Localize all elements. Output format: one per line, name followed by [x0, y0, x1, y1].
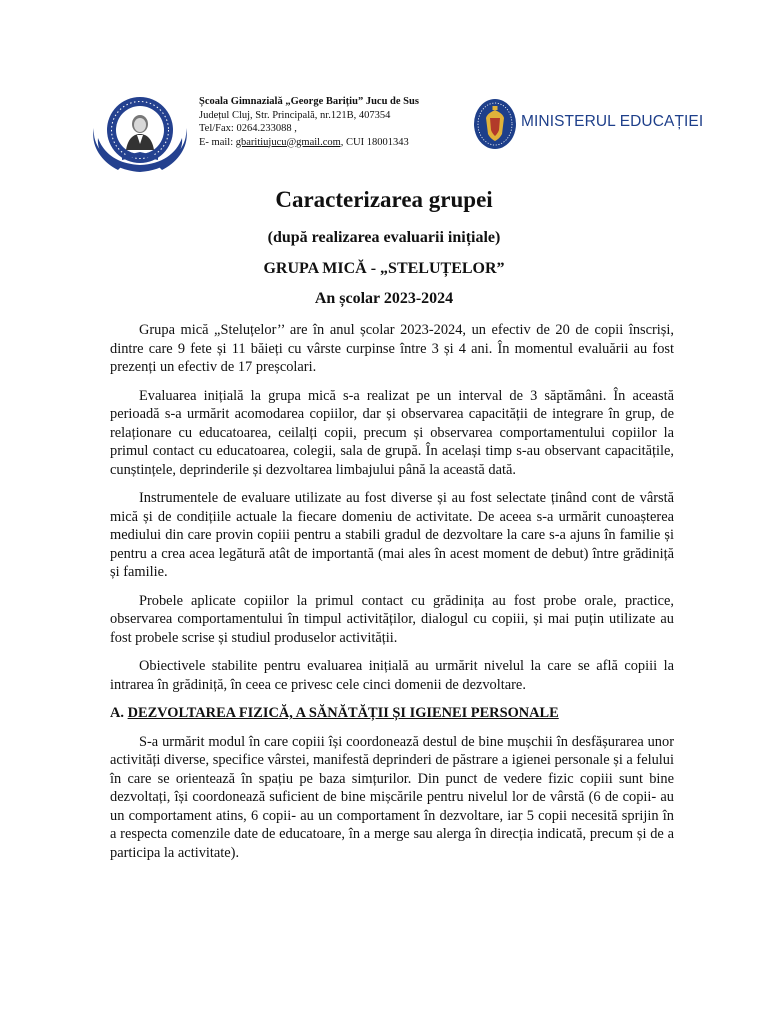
school-email-line [199, 136, 419, 150]
paragraph: Instrumentele de evaluare utilizate au fost diverse și au fost selectate ținând cont de vârstă mică și de condițiile actuale la fiecare domeniu de activitate. De aceea s-a urmărit cunoașterea mediului din care provin copiii pentru a stabili gradul de dezvoltare la care s-a ajuns în familie și pentru a crea acea legătură atât de importantă (mai ales în acest moment de debut) între grădiniță și familie. [110, 490, 674, 580]
paragraph: Probele aplicate copiilor la primul contact cu grădinița au fost probe orale, practice, observarea comportamentului în timpul activităților, dialogul cu copiii, și mai puțin utilizate au fost probele scrise și studiul produselor activității. [110, 592, 674, 646]
email-link[interactable]: gbaritiujucu@gmail.com, [235, 136, 344, 148]
group-title: GRUPA MICĂ - „STELUȚELOR” [263, 260, 505, 277]
section-a-title: DEZVOLTAREA FIZICĂ, A SĂNĂTĂȚII ȘI IGIENEI PERSONALE [127, 705, 559, 721]
section-a-paragraph: S-a urmărit modul în care copiii își coordonează destul de bine mușchii în desfășurarea unor activități diverse, specifice vârstei, manifestă deprinderi de păstrare a igienei personale și a felului în care se orientează în spațiu pe baza simțurilor. Din punct de vedere fizic copiii sunt bine dezvoltați, își coordonează suficient de bine mișcările pentru nivelul lor de vârstă (6 de copii- au un comportament atins, 6 copii- au un comportament în dezvoltare, iar 5 copii necesită sprijin în a respecta comenzile date de educatoare, în a merge sau alerga în direcția indicată, precum și de a participa la activitate). [110, 733, 674, 861]
school-crest-icon [92, 94, 188, 174]
document-body [110, 321, 674, 872]
paragraph: Evaluarea inițială la grupa mică s-a realizat pe un interval de 3 săptămâni. În această perioadă s-a urmărit acomodarea copiilor, dar și observarea capacității de integrare în grup, de relaționare cu educatoarea, ceilalți copii, precum și observarea comportamentului copiilor la primul contact cu educatoarea, colegii, sala de grupă. În același timp s-au observant capacitățile, cunștințele, deprinderile și dezvoltarea limbajului până la această dată. [110, 387, 674, 478]
romanian-government-crest-icon [473, 98, 517, 150]
school-address: Județul Cluj, Str. Principală, nr.121B, 407354 [199, 109, 391, 121]
document-subtitle: (după realizarea evaluarii inițiale) [267, 229, 501, 246]
school-phone: Tel/Fax: 0264.233088 , [199, 123, 297, 134]
section-a-heading [110, 704, 674, 723]
section-a-prefix: A. [110, 705, 128, 721]
ministry-name: MINISTERUL EDUCAȚIEI [521, 113, 704, 130]
paragraph: Obiectivele stabilite pentru evaluarea inițială au urmărit nivelul la care se află copiii la intrarea în grădiniță, în ceea ce privesc cele cinci domenii de dezvoltare. [110, 658, 674, 693]
school-year: An școlar 2023-2024 [314, 290, 454, 307]
document-title: Caracterizarea grupei [275, 187, 493, 212]
paragraph: Grupa mică „Steluțelor’’ are în anul școlar 2023-2024, un efectiv de 20 de copii înscriși, dintre care 9 fete și 11 băieți cu vârste curpinse între 3 și 4 ani. În momentul evaluării au fost prezenți un efectiv de 17 preșcolari. [110, 322, 674, 375]
school-name: Școala Gimnazială „George Barițiu” Jucu de Sus [199, 96, 419, 107]
school-contact-block [199, 95, 419, 149]
letterhead [0, 0, 768, 170]
email-label: E- mail: [199, 136, 236, 148]
cui-number: CUI 18001343 [343, 136, 409, 148]
